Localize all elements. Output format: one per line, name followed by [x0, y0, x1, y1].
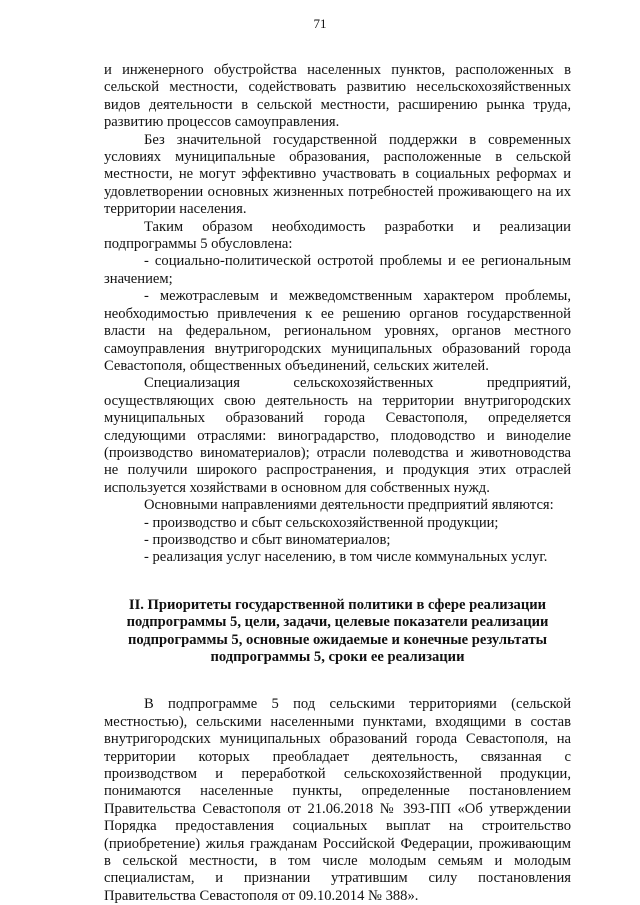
- list-item-services: - реализация услуг населению, в том числе коммунальных услуг.: [144, 549, 548, 566]
- paragraph-specialization: Специализация сельскохозяйственных предприятий, осуществляющих свою деятельность на территории внутригородских муниципальных образований города Севастополя, определяется следующими отраслями: виноградарство, плодоводство и виноделие (производство виноматериалов); отрасли полеводства и животноводства не получили широкого распространения, и продукция этих отраслей используется хозяйствами в основном для собственных нужд.: [104, 375, 571, 496]
- paragraph-main-directions: Основными направлениями деятельности предприятий являются:: [144, 497, 554, 514]
- section-heading: II. Приоритеты государственной политики в сфере реализации подпрограммы 5, цели, задачи, целевые показатели реализации подпрограммы 5, основные ожидаемые и конечные результаты подпрограммы 5, сроки ее реализации: [126, 596, 549, 665]
- paragraph-state-support: Без значительной государственной поддержки в современных условиях муниципальные образования, расположенные в сельской местности, не могут эффективно участвовать в социальных реформах и удовлетворении основных жизненных потребностей проживающего на их территории населения.: [104, 131, 571, 218]
- document-body: [104, 62, 571, 905]
- list-item-agri-products: - производство и сбыт сельскохозяйственной продукции;: [144, 514, 499, 531]
- list-item-interdepartmental: - межотраслевым и межведомственным характером проблемы, необходимостью привлечения к ее решению органов государственной власти на федеральном, региональном уровнях, органов местного самоуправления внутригородских муниципальных образований города Севастополя, общественных объединений, сельских жителей.: [104, 288, 571, 374]
- paragraph-necessity-intro: Таким образом необходимость разработки и реализации подпрограммы 5 обусловлена:: [104, 218, 571, 253]
- list-item-wine-materials: - производство и сбыт виноматериалов;: [144, 531, 391, 548]
- paragraph-continuation: и инженерного обустройства населенных пунктов, расположенных в сельской местности, содействовать развитию несельскохозяйственных видов деятельности в сельской местности, расширению рынка труда, развитию процессов самоуправления.: [104, 62, 571, 131]
- paragraph-rural-definition: В подпрограмме 5 под сельскими территориями (сельской местностью), сельскими населенными пунктами, входящими в состав внутригородских муниципальных образований города Севастополя, на территории которых преобладает деятельность, связанная с производством и переработкой сельскохозяйственной продукции, понимаются населенные пункты, определенные постановлением Правительства Севастополя от 21.06.2018 № 393-ПП «Об утверждении Порядка предоставления социальных выплат на строительство (приобретение) жилья гражданам Российской Федерации, проживающим в сельской местности, в том числе молодым семьям и молодым специалистам, и признании утратившим силу постановления Правительства Севастополя от 09.10.2014 № 388».: [104, 696, 571, 904]
- list-item-socio-political: - социально-политической остротой проблемы и ее региональным значением;: [104, 253, 571, 287]
- page-number: 71: [313, 16, 327, 31]
